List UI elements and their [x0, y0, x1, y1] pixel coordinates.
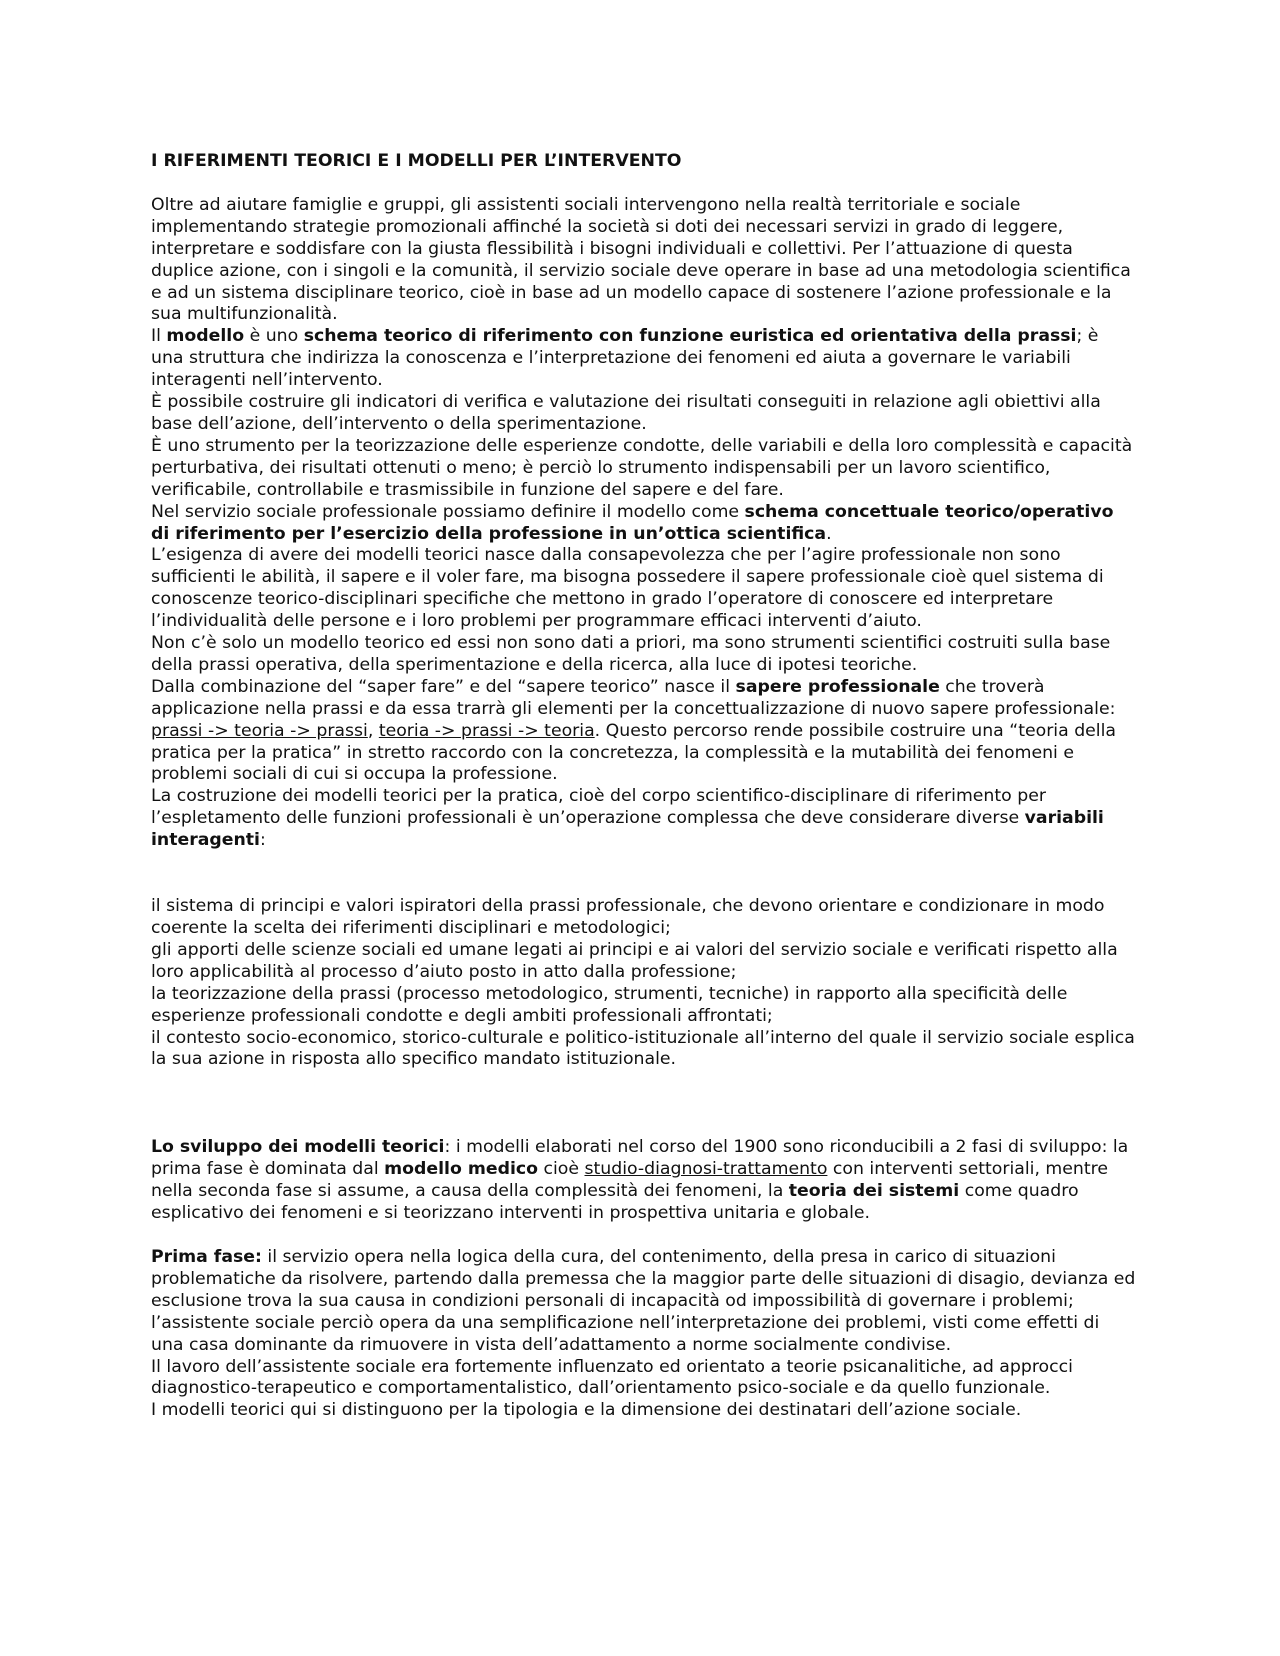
underlined-run: studio-diagnosi-trattamento [584, 1159, 828, 1180]
paragraph-combinazione [151, 677, 1136, 787]
text-run: che troverà applicazione nella prassi e da essa trarrà gli elementi per la concettualizzazione di nuovo sapere professionale: [151, 676, 1116, 719]
document-title: I RIFERIMENTI TEORICI E I MODELLI PER L’INTERVENTO [151, 151, 682, 171]
bold-run: sapere professionale [735, 676, 940, 697]
text-run: come quadro esplicativo dei fenomeni e si teorizzano interventi in prospettiva unitaria e globale. [151, 1181, 1079, 1224]
spacer [151, 852, 1136, 896]
text-run: , [367, 720, 379, 741]
paragraph-costruzione [151, 786, 1136, 852]
paragraph-intro: Oltre ad aiutare famiglie e gruppi, gli assistenti sociali intervengono nella realtà territoriale e sociale implementando strategie promozionali affinché la società si doti dei necessari servizi in grado di leggere, interpretare e soddisfare con la giusta flessibilità i bisogni individuali e collettivi. Per l’attuazione di questa duplice azione, con i singoli e la comunità, il servizio sociale deve operare in base ad una metodologia scientifica e ad un sistema disciplinare teorico, cioè in base ad un modello capace di sostenere l’azione professionale e la sua multifunzionalità. [151, 194, 1131, 325]
list-item: il sistema di principi e valori ispiratori della prassi professionale, che devono orientare e condizionare in modo coerente la scelta dei riferimenti disciplinari e metodologici; [151, 896, 1105, 938]
spacer [151, 1225, 1136, 1247]
paragraph-sviluppo [151, 1137, 1136, 1225]
document-page [151, 151, 1136, 1422]
bold-run: teoria dei sistemi [788, 1181, 960, 1202]
paragraph-strumento: È uno strumento per la teorizzazione delle esperienze condotte, delle variabili e della loro complessità e capacità perturbativa, dei risultati ottenuti o meno; è perciò lo strumento indispensabili per un lavoro scientifico, verificabile, controllabile e trasmissibile in funzione del sapere e del fare. [151, 435, 1133, 500]
list-item: gli apporti delle scienze sociali ed umane legati ai principi e ai valori del servizio sociale e verificati rispetto alla loro applicabilità al processo d’aiuto posto in atto dalla professione; [151, 939, 1118, 982]
paragraph-prima-fase [151, 1247, 1136, 1357]
paragraph-modelli-teorici: I modelli teorici qui si distinguono per la tipologia e la dimensione dei destinatari dell’azione sociale. [151, 1400, 1022, 1421]
list-item: la teorizzazione della prassi (processo metodologico, strumenti, tecniche) in rapporto alla specificità delle esperienze professionali condotte e degli ambiti professionali affrontati; [151, 983, 1068, 1026]
underlined-run: prassi -> teoria -> prassi [151, 720, 368, 741]
paragraph-non-solo: Non c’è solo un modello teorico ed essi non sono dati a priori, ma sono strumenti scientifici costruiti sulla base della prassi operativa, della sperimentazione e della ricerca, alla luce di ipotesi teoriche. [151, 633, 1111, 675]
text-run: . Questo percorso rende possibile costruire una “teoria della pratica per la pratica” in stretto raccordo con la concretezza, la complessità e la mutabilità dei fenomeni e problemi sociali di cui si occupa la professione. [151, 720, 1116, 785]
paragraph-indicatori: È possibile costruire gli indicatori di verifica e valutazione dei risultati conseguiti in relazione agli obiettivi alla base dell’azione, dell’intervento o della sperimentazione. [151, 392, 1101, 434]
text-run: La costruzione dei modelli teorici per la pratica, cioè del corpo scientifico-disciplinare di riferimento per l’espletamento delle funzioni professionali è un’operazione complessa che deve considerare diverse [151, 786, 1046, 829]
paragraph-definizione [151, 502, 1136, 546]
text-run: Nel servizio sociale professionale possiamo definire il modello come [151, 501, 745, 522]
text-run: Il [151, 326, 167, 347]
bold-run: schema teorico di riferimento con funzione euristica ed orientativa della prassi [303, 326, 1077, 347]
text-run: cioè [538, 1159, 585, 1180]
text-run: ; è una struttura che indirizza la conoscenza e l’interpretazione dei fenomeni ed aiuta a governare le variabili interagenti nell’intervento. [151, 326, 1099, 391]
spacer [151, 1071, 1136, 1137]
paragraph-modello [151, 326, 1136, 392]
text-run: : [259, 830, 266, 851]
bold-run: Prima fase: [151, 1246, 262, 1267]
underlined-run: teoria -> prassi -> teoria [378, 720, 595, 741]
text-run: . [826, 523, 832, 544]
paragraph-lavoro: Il lavoro dell’assistente sociale era fortemente influenzato ed orientato a teorie psicanalitiche, ad approcci diagnostico-terapeutico e comportamentalistico, dall’orientamento psico-sociale e da quello funzionale. [151, 1356, 1073, 1399]
list-item: il contesto socio-economico, storico-culturale e politico-istituzionale all’interno del quale il servizio sociale esplica la sua azione in risposta allo specifico mandato istituzionale. [151, 1027, 1135, 1070]
bold-run: Lo sviluppo dei modelli teorici [151, 1137, 445, 1158]
bold-run: modello medico [384, 1159, 538, 1180]
paragraph-esigenza: L’esigenza di avere dei modelli teorici nasce dalla consapevolezza che per l’agire professionale non sono sufficienti le abilità, il sapere e il voler fare, ma bisogna possedere il sapere professionale cioè quel sistema di conoscenze teorico-disciplinari specifiche che mettono in grado l’operatore di conoscere ed interpretare l’individualità delle persone e i loro problemi per programmare efficaci interventi d’aiuto. [151, 545, 1104, 632]
text-run: è uno [244, 326, 304, 347]
text-run: il servizio opera nella logica della cura, del contenimento, della presa in carico di situazioni problematiche da risolvere, partendo dalla premessa che la maggior parte delle situazioni di disagio, devianza ed esclusione trova la sua causa in condizioni personali di incapacità od impossibilità di governare i problemi; l’assistente sociale perciò opera da una semplificazione nell’interpretazione dei problemi, visti come effetti di una casa dominante da rimuovere in vista dell’adattamento a norme socialmente condivise. [151, 1246, 1136, 1355]
variables-list [151, 896, 1136, 1071]
text-run: con interventi settoriali, mentre nella seconda fase si assume, a causa della complessità dei fenomeni, la [151, 1159, 1108, 1202]
text-run: : i modelli elaborati nel corso del 1900 sono riconducibili a 2 fasi di sviluppo: la prima fase è dominata dal [151, 1137, 1129, 1180]
text-run: Dalla combinazione del “saper fare” e del “sapere teorico” nasce il [151, 676, 736, 697]
bold-run: modello [166, 326, 245, 347]
bold-run: variabili interagenti [151, 808, 1104, 851]
bold-run: schema concettuale teorico/operativo di riferimento per l’esercizio della professione in un’ottica scientifica [151, 501, 1114, 544]
